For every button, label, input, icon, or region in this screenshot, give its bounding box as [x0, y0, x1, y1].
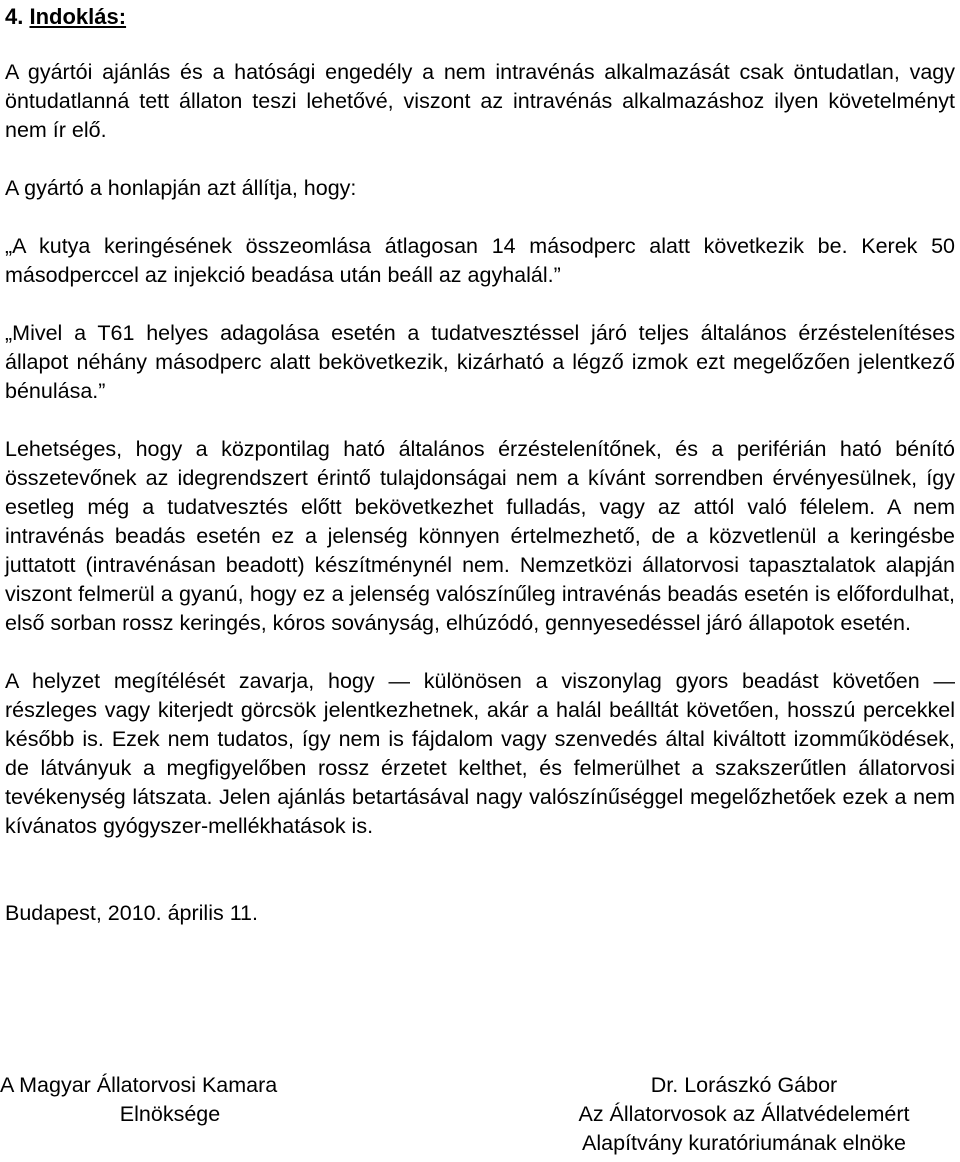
document-page [5, 0, 955, 928]
section-title: Indoklás: [29, 4, 127, 29]
paragraph-possible-effects: Lehetséges, hogy a központilag ható általános érzéstelenítőnek, és a periférián ható bénító összetevőnek az idegrendszert érintő tulajdonságai nem a kívánt sorrendben érvényesülnek, így esetleg még a tudatvesztés előtt bekövetkezhet fulladás, vagy az attól való félelem. A nem intravénás beadás esetén ez a jelenség könnyen értelmezhető, de a közvetlenül a keringésbe juttatott (intravénásan beadott) készítménynél nem. Nemzetközi állatorvosi tapasztalatok alapján viszont felmerül a gyanú, hogy ez a jelenség valószínűleg intravénás beadás esetén is előfordulhat, első sorban rossz keringés, kóros soványság, elhúzódó, gennyesedéssel járó állapotok esetén. [5, 437, 955, 635]
signature-block [0, 1071, 950, 1161]
signature-right-name: Dr. Lorászkó Gábor [650, 1073, 838, 1097]
signature-left [0, 1071, 340, 1129]
paragraph-quote-circulation: „A kutya keringésének összeomlása átlagosan 14 másodperc alatt következik be. Kerek 50 másodperccel az injekció beadása után beáll az agyhalál.” [5, 234, 955, 287]
signature-left-body: Elnöksége [119, 1102, 221, 1126]
paragraph-situation-assessment: A helyzet megítélését zavarja, hogy — különösen a viszonylag gyors beadást követően — részleges vagy kiterjedt görcsök jelentkezhetnek, akár a halál beálltát követően, hosszú percekkel később is. Ezek nem tudatos, így nem is fájdalom vagy szenvedés által kiváltott izomműködések, de látványuk a megfigyelőben rossz érzetet kelthet, és felmerülhet a szakszerűtlen állatorvosi tevékenység látszata. Jelen ajánlás betartásával nagy valószínűséggel megelőzhetőek ezek a nem kívánatos gyógyszer-mellékhatások is. [5, 669, 955, 838]
signature-left-organization: A Magyar Állatorvosi Kamara [0, 1073, 278, 1097]
section-heading [5, 0, 955, 31]
paragraph-manufacturer-recommendation: A gyártói ajánlás és a hatósági engedély a nem intravénás alkalmazását csak öntudatlan, vagy öntudatlanná tett állaton teszi lehetővé, viszont az intravénás alkalmazáshoz ilyen követelményt nem ír elő. [5, 60, 955, 142]
signature-right-organization: Az Állatorvosok az Állatvédelemért [578, 1102, 910, 1126]
paragraph-quote-dosage: „Mivel a T61 helyes adagolása esetén a tudatvesztéssel járó teljes általános érzéstelenítéses állapot néhány másodperc alatt bekövetkezik, kizárható a légző izmok ezt megelőzően jelentkező bénulása.” [5, 321, 955, 403]
paragraph-manufacturer-claim-intro: A gyártó a honlapján azt állítja, hogy: [5, 176, 357, 200]
signature-right [538, 1071, 950, 1158]
signature-right-role: Alapítvány kuratóriumának elnöke [582, 1131, 906, 1155]
section-number: 4. [5, 4, 24, 29]
place-and-date: Budapest, 2010. április 11. [5, 901, 258, 925]
